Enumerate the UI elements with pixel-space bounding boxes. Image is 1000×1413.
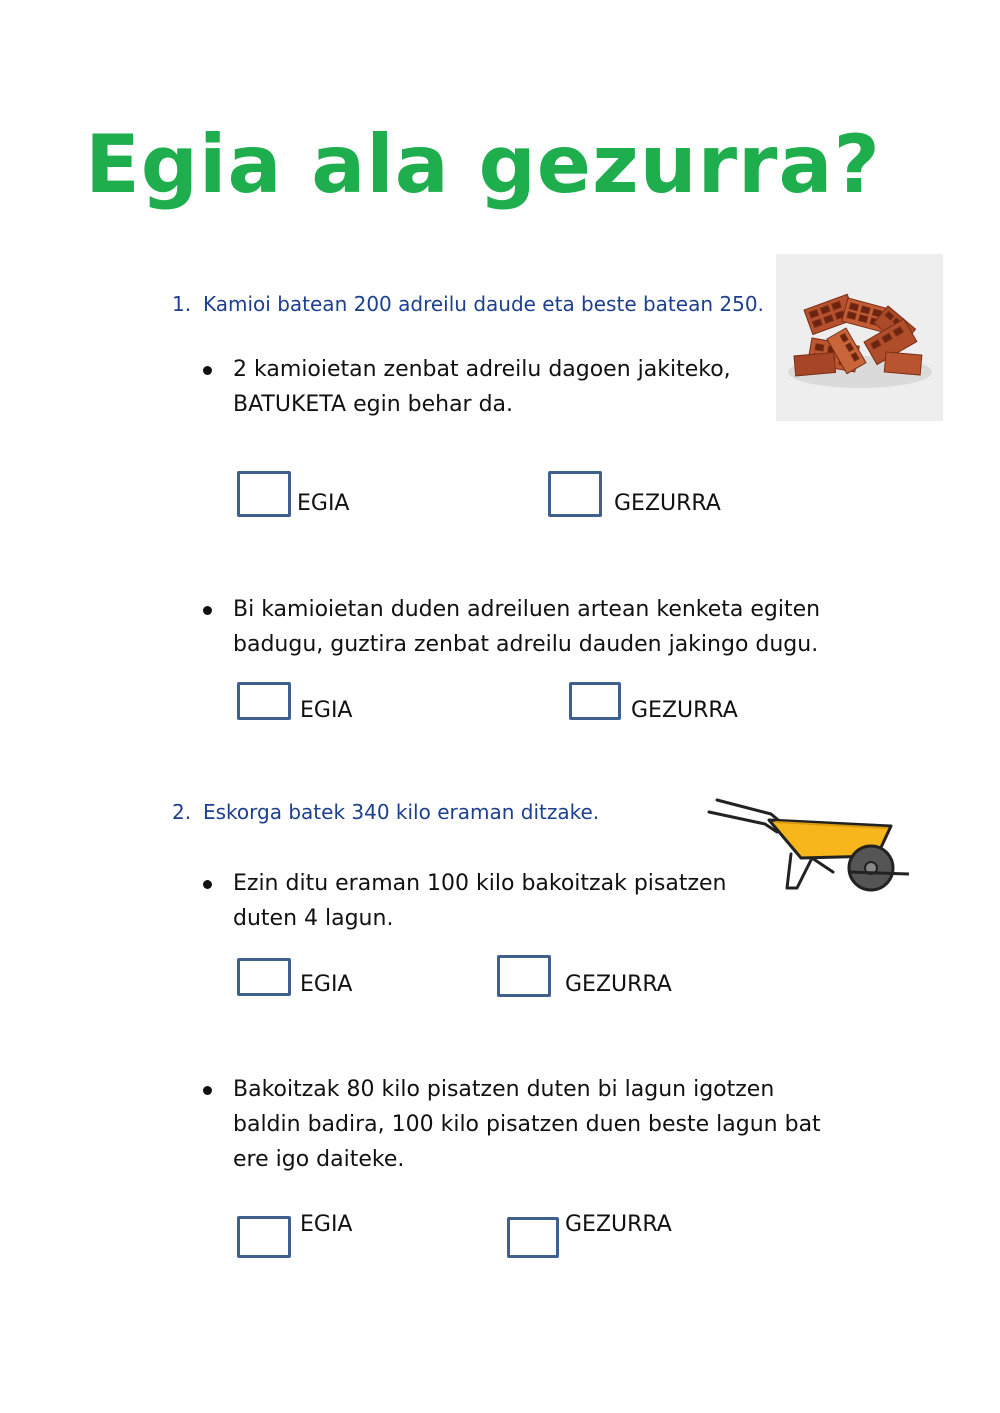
label-2-2-egia: EGIA <box>300 1212 353 1237</box>
label-1-2-egia: EGIA <box>300 698 353 723</box>
question-1-text: Kamioi batean 200 adreilu daude eta beste batean 250. <box>203 292 764 316</box>
checkbox-1-1-gezurra[interactable] <box>548 471 602 517</box>
question-2-number: 2. <box>172 800 192 824</box>
statement-1-1-line-2: BATUKETA egin behar da. <box>233 392 514 417</box>
page-title: Egia ala gezurra? <box>85 118 881 211</box>
label-2-2-gezurra: GEZURRA <box>565 1212 672 1237</box>
checkbox-1-2-egia[interactable] <box>237 682 291 720</box>
label-2-1-egia: EGIA <box>300 972 353 997</box>
statement-2-1 <box>203 866 863 936</box>
bullet-icon <box>203 606 212 615</box>
statement-1-2 <box>203 592 863 662</box>
statement-1-2-line-1: Bi kamioietan duden adreiluen artean kenketa egiten <box>233 597 821 622</box>
question-2-text: Eskorga batek 340 kilo eraman ditzake. <box>203 800 600 824</box>
checkbox-1-2-gezurra[interactable] <box>569 682 621 720</box>
label-1-1-gezurra: GEZURRA <box>614 491 721 516</box>
question-2-heading <box>172 800 599 824</box>
statement-1-1 <box>203 352 863 422</box>
statement-2-1-line-1: Ezin ditu eraman 100 kilo bakoitzak pisatzen <box>233 871 727 896</box>
label-1-1-egia: EGIA <box>297 491 350 516</box>
label-1-2-gezurra: GEZURRA <box>631 698 738 723</box>
statement-2-2 <box>203 1072 863 1177</box>
statement-1-2-line-2: badugu, guztira zenbat adreilu dauden jakingo dugu. <box>233 632 819 657</box>
bullet-icon <box>203 366 212 375</box>
checkbox-2-1-gezurra[interactable] <box>497 955 551 997</box>
checkbox-2-1-egia[interactable] <box>237 958 291 996</box>
question-1-heading <box>172 292 764 316</box>
statement-2-1-line-2: duten 4 lagun. <box>233 906 394 931</box>
label-2-1-gezurra: GEZURRA <box>565 972 672 997</box>
statement-1-1-line-1: 2 kamioietan zenbat adreilu dagoen jakiteko, <box>233 357 731 382</box>
bullet-icon <box>203 880 212 889</box>
question-1-number: 1. <box>172 292 192 316</box>
statement-2-2-line-2: baldin badira, 100 kilo pisatzen duen beste lagun bat <box>233 1112 821 1137</box>
checkbox-1-1-egia[interactable] <box>237 471 291 517</box>
statement-2-2-line-3: ere igo daiteke. <box>233 1147 405 1172</box>
checkbox-2-2-gezurra[interactable] <box>507 1217 559 1258</box>
bullet-icon <box>203 1086 212 1095</box>
statement-2-2-line-1: Bakoitzak 80 kilo pisatzen duten bi lagun igotzen <box>233 1077 775 1102</box>
checkbox-2-2-egia[interactable] <box>237 1216 291 1258</box>
